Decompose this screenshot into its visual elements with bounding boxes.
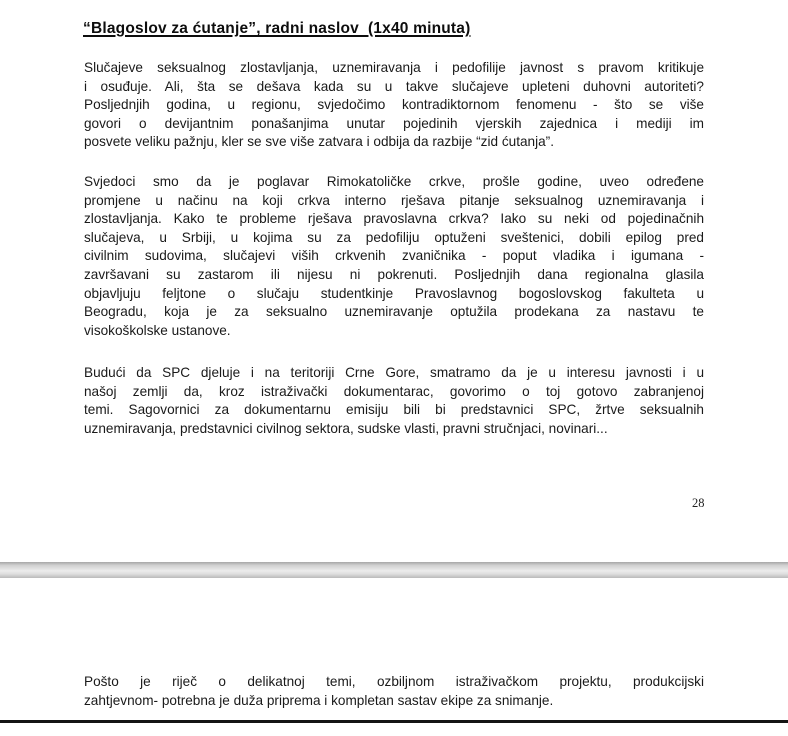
text-line: uznemiravanja, predstavnici civilnog sektora, sudske vlasti, pravni stručnjaci, novinari... xyxy=(84,420,608,436)
paragraph-2 xyxy=(84,173,704,340)
text-line: Posljednjih godina, u regionu, svjedočimo kontradiktornom fenomenu - što se više xyxy=(84,97,704,113)
text-line: Slučajeve seksualnog zlostavljanja, uznemiravanja i pedofilije javnost s pravom kritikuje xyxy=(84,60,704,75)
page-number: 28 xyxy=(692,496,705,510)
bottom-divider-line xyxy=(0,720,788,723)
text-line: posvete veliku pažnju, kler se sve više zatvara i odbija da razbije “zid ćutanja”. xyxy=(84,134,554,150)
paragraph-3 xyxy=(84,364,704,438)
text-line: našoj zemlji da, kroz istraživački dokumentarac, govorimo o toj gotovo zabranjenoj xyxy=(84,383,704,399)
paragraph-1 xyxy=(84,59,704,152)
document-title: “Blagoslov za ćutanje”, radni naslov (1x40 minuta) xyxy=(83,20,471,37)
text-line: civilnim sudovima, slučajevi viših crkvenih zvaničnika - poput vladika i igumana - xyxy=(84,248,704,264)
paragraph-4 xyxy=(84,673,704,710)
text-line: zahtjevnom- potrebna je duža priprema i kompletan sastav ekipe za snimanje. xyxy=(84,692,554,708)
text-line: slučajeva, u Srbiji, u kojima su za pedofiliju optuženi sveštenici, dobili epilog pred xyxy=(84,229,704,245)
text-line: visokoškolske ustanove. xyxy=(84,322,231,338)
text-line: završavani su zastarom ili nijesu ni pokrenuti. Posljednjih dana regionalna glasila xyxy=(84,266,704,282)
text-line: objavljuju feljtone o slučaju studentkinje Pravoslavnog bogoslovskog fakulteta u xyxy=(84,285,704,301)
text-line: Budući da SPC djeluje i na teritoriji Crne Gore, smatramo da je u interesu javnosti i u xyxy=(84,365,704,380)
text-line: promjene u načinu na koji crkva interno rješava pitanje seksualnog uznemiravanja i xyxy=(84,192,704,208)
text-line: temi. Sagovornici za dokumentarnu emisiju bili bi predstavnici SPC, žrtve seksualnih xyxy=(84,402,704,418)
text-line: Beogradu, koja je za seksualno uznemiravanje optužila prodekana za nastavu te xyxy=(84,304,704,320)
text-line: i osuđuje. Ali, šta se dešava kada su u takve slučajeve upleteni duhovni autoriteti? xyxy=(84,78,704,94)
text-line: Pošto je riječ o delikatnoj temi, ozbiljnom istraživačkom projektu, produkcijski xyxy=(84,674,704,689)
text-line: govori o devijantnim ponašanjima unutar pojedinih vjerskih zajednica i mediji im xyxy=(84,115,704,131)
text-line: zlostavljanja. Kako te probleme rješava pravoslavna crkva? Iako su neki od pojedinačnih xyxy=(84,211,704,227)
page-break-separator xyxy=(0,562,788,578)
text-line: Svjedoci smo da je poglavar Rimokatoličke crkve, prošle godine, uveo određene xyxy=(84,174,704,189)
